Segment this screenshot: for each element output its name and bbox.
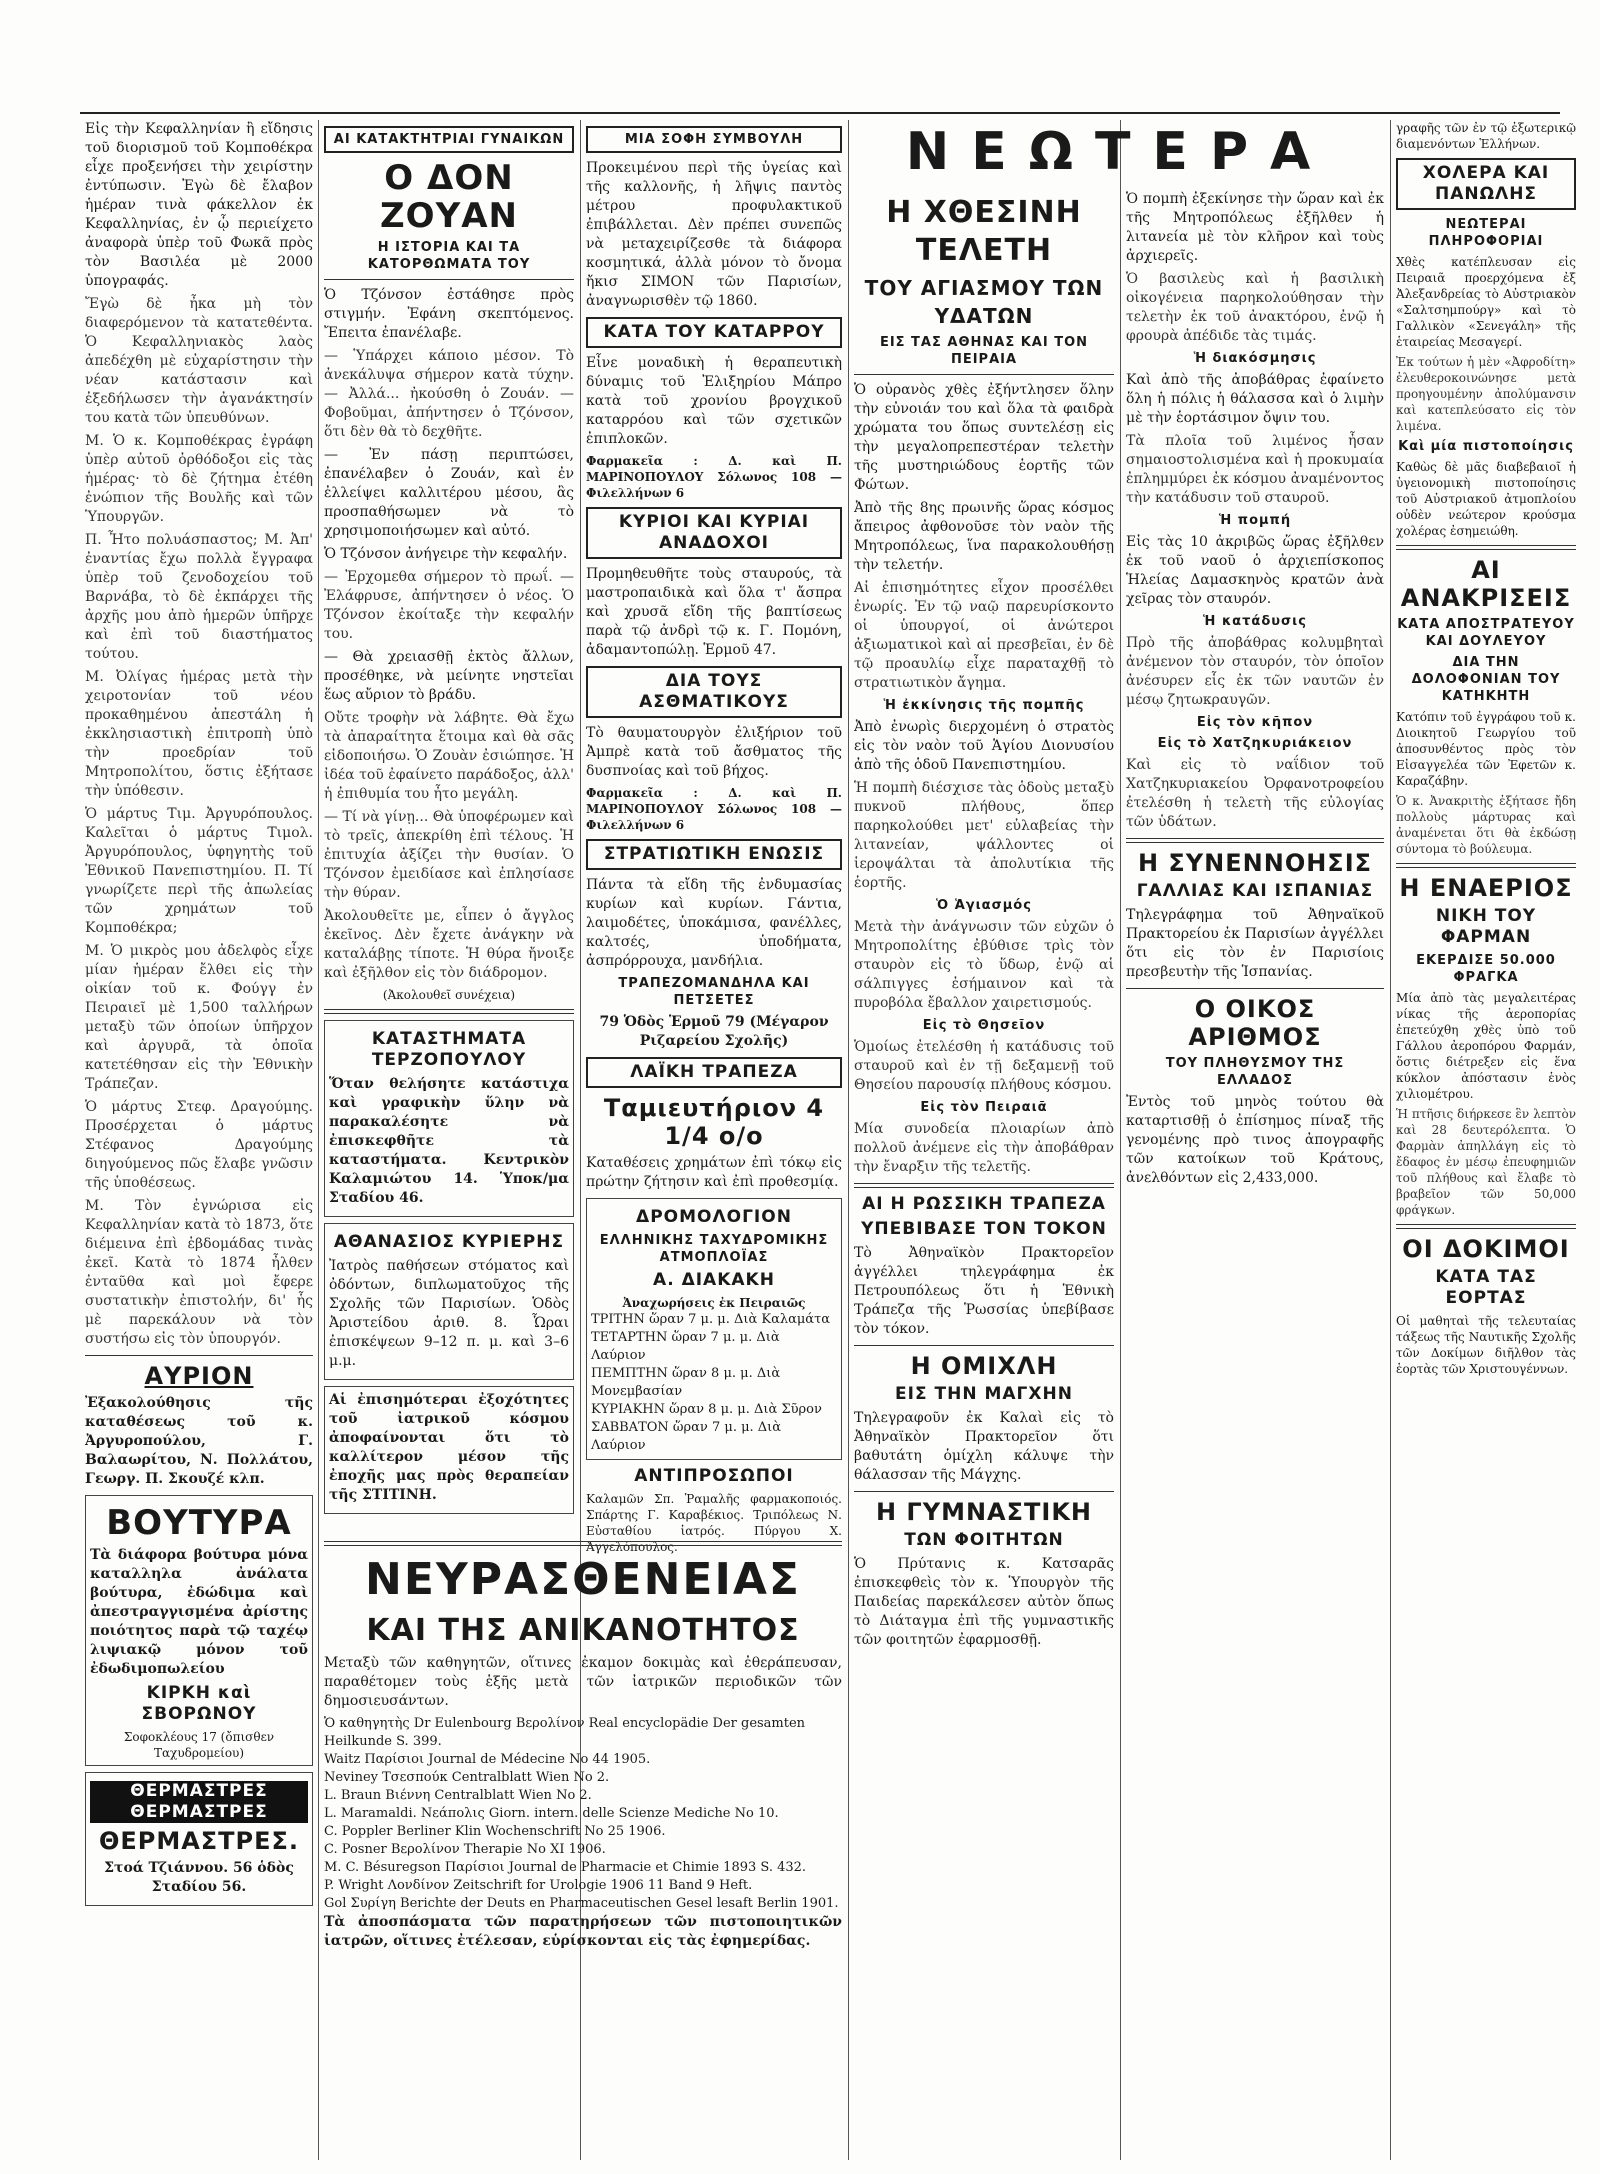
section-heading: Ἡ κατάδυσις — [1203, 614, 1307, 629]
ad-shop-name: ΚΙΡΚΗ καὶ ΣΒΟΡΩΝΟΥ — [141, 1683, 257, 1724]
column-rule — [848, 120, 849, 2160]
article-text: Μ. Ὁ μικρὸς μου ἀδελφὸς εἶχε μίαν ἡμέραν ἔλθει εἰς τὴν οἰκίαν τοῦ κ. Φούγγ ἐν Πειραιεῖ μὲ 1,500 ταλλήρων μεταξὺ τῶν ὁποίων ὑπῆρχον καὶ ἀργυρᾶ, τὰ ὁποῖα κατετέθησαν εἰς τὴν Ἐθνικὴν Τράπεζαν. — [85, 943, 313, 1092]
article-text: Π. Ἦτο πολυάσπαστος; Μ. Ἀπ' ἐναντίας ἔχω πολλὰ ἔγγραφα ὑπὲρ τοῦ ζενοδοχείου τοῦ Βαρνάβα, τὸ δὲ ἐκπάρχει τῆς ἀρχῆς μου ἀπὸ ἡμερῶν ὑπῆρχε καὶ ἐπὶ τοῦ διαστήματος τούτου. — [85, 532, 313, 662]
column-2 — [324, 120, 574, 1530]
column-6 — [1396, 120, 1576, 2160]
article-text: Οὔτε τροφὴν νὰ λάβητε. Θὰ ἔχω τὰ ἀπαραίτητα ἕτοιμα καὶ θὰ σᾶς εἰδοποιήσω. Ὁ Ζουὰν ἐσιώπησε. Ἡ ἰδέα τοῦ ἐφαίνετο παράδοξος, ἀλλ' ἡ ἐπιθυμία του ἦτο μεγάλη. — [324, 710, 574, 802]
ad-title-2: ΚΑΙ ΤΗΣ ΑΝΙΚΑΝΟΤΗΤΟΣ — [366, 1613, 800, 1648]
article-text: Εἰς τὴν Κεφαλληνίαν ἢ εἴδησις τοῦ διορισμοῦ τοῦ Κομποθέκρα εἶχε προξενήσει τὴν χειρίστην ἐντύπωσιν. Ἐγὼ δὲ ἔλαβον ἡμέραν τινὰ φάκελλον ἐκ Κεφαλληνίας, ἐν ᾧ περιείχετο ἀναφορὰ ὑπὲρ τοῦ Φωκᾶ πρὸς τὸν Βασιλέα μὲ 2000 ὑπογραφάς. — [85, 121, 313, 289]
article-text: Ἔγὼ δὲ ἦκα μὴ τὸν διαφερόμενον τὰ κατατεθέντα. Ὁ Κεφαλληνιακὸς λαὸς ἀπεδέχθη μὲ εὐχαρίστησιν τὴν νέαν κατάστασιν καὶ ἐξεδήλωσεν τὴν ἀγανάκτησίν του κατὰ τῶν ὑπευθύνων. — [85, 296, 313, 426]
departure-item: ΤΡΙΤΗΝ ὥραν 7 μ. μ. Διὰ Καλαμάτα — [591, 1312, 831, 1327]
column-1 — [85, 120, 313, 2160]
article-text: Καλαμῶν Σπ. Ῥαμαλῆς φαρμακοποιός. Σπάρτης Γ. Καραβέκιος. Τριπόλεως Ν. Εὐσταθίου ἰατρός. Πύργου Χ. Ἀγγελόπουλος. — [586, 1492, 842, 1554]
departure-item: ΤΕΤΑΡΤΗΝ ὥραν 7 μ. μ. Διὰ Λαύριον — [591, 1330, 780, 1363]
ad-terzopoulou — [324, 1020, 574, 1217]
column-3 — [586, 120, 842, 1554]
article-text: Ὁ Πρύτανις κ. Κατσαρᾶς ἐπισκεφθεὶς τὸν κ. Ὑπουργὸν τῆς Παιδείας παρεκάλεσεν αὐτὸν ὅπως τὸ Διάταγμα ἐπὶ τῆς γυμναστικῆς τῶν φοιτητῶν ἐφαρμοσθῇ. — [854, 1556, 1114, 1648]
article-text: Οἱ μαθηταὶ τῆς τελευταίας τάξεως τῆς Ναυτικῆς Σχολῆς τῶν Δοκίμων διῆλθον τὰς ἑορτὰς τῶν Χριστουγέννων. — [1396, 1314, 1576, 1376]
article-text: Ἀκολουθεῖτε με, εἶπεν ὁ ἄγγλος ἐκεῖνος. Δὲν ἔχετε ἀνάγκην νὰ καταλάβῃς τίποτε. Ἡ θύρα ἤνοιξε καὶ ἐξῆλθον εἰς τὸν διάδρομον. — [324, 908, 574, 981]
headline: ΛΑΪΚΗ ΤΡΑΠΕΖΑ — [586, 1057, 842, 1088]
ad-text: Ἰατρὸς παθήσεων στόματος καὶ ὀδόντων, διπλωματοῦχος τῆς Σχολῆς τῶν Παρισίων. Ὁδὸς Ἀριστείδου ἀριθ. 8. Ὧραι ἐπισκέψεων 9–12 π. μ. καὶ 3–6 μ.μ. — [329, 1258, 569, 1369]
article-text: Τὸ θαυματουργὸν ἐλιξήριον τοῦ Ἀμπρὲ κατὰ τοῦ ἄσθματος τῆς δυσπνοίας καὶ τοῦ βήχος. — [586, 725, 842, 779]
subheadline: ΚΑΤΑ ΑΠΟΣΤΡΑΤΕΥΟΥ ΚΑΙ ΔΟΥΛΕΥΟΥ — [1397, 617, 1575, 649]
article-text: Ἡ πτῆσις διήρκεσε ἓν λεπτὸν καὶ 28 δευτερόλεπτα. Ὁ Φαρμὰν ἀπηλλάγη εἰς τὸ ἔδαφος ἐν μέσῳ ἐπευφημιῶν τοῦ πλήθους καὶ ἔλαβε τὸ βραβεῖον τῶν 50,000 φράγκων. — [1396, 1107, 1576, 1217]
ad-title: ΝΕΥΡΑΣΘΕΝΕΙΑΣ — [365, 1554, 801, 1605]
reference-item: Ὁ καθηγητὴς Dr Eulenbourg Βερολίνον Real encyclopädie Der gesamten Heilkunde S. 399. — [324, 1716, 806, 1749]
departure-item: ΚΥΡΙΑΚΗΝ ὥραν 8 μ. μ. Διὰ Σῦρον — [591, 1402, 822, 1417]
reference-item: C. Poppler Berliner Klin Wochenschrift No 25 1906. — [324, 1824, 666, 1839]
ad-headline: ΒΟΥΤΥΡΑ — [106, 1503, 292, 1543]
reference-item: L. Braun Βιέννη Centralblatt Wien No 2. — [324, 1788, 592, 1803]
headline-cholera: ΧΟΛΕΡΑ ΚΑΙ ΠΑΝΩΛΗΣ — [1396, 158, 1576, 210]
article-text: Ἐκ τούτων ἡ μὲν «Ἀφροδίτη» ἐλευθεροκοινώνησε μετὰ προηγουμένην ἀπολύμανσιν καὶ κατεπλεύσατο εἰς τὸν λιμένα. — [1396, 355, 1576, 433]
headline-bank: ΑΙ Η ΡΩΣΣΙΚΗ ΤΡΑΠΕΖΑ — [862, 1194, 1106, 1214]
article-text: Τηλεγράφημα τοῦ Ἀθηναϊκοῦ Πρακτορείου ἐκ Παρισίων ἀγγέλλει ὅτι εἰς τὸν ἐν Παρισίοις πρεσβευτὴν τῆς Ἱσπανίας. — [1126, 907, 1384, 980]
divider — [1396, 545, 1576, 550]
headline-population: Ο ΟΙΚΟΣ ΑΡΙΘΜΟΣ — [1188, 995, 1322, 1051]
reference-item: Neviney Τσεσπούκ Centralblatt Wien No 2. — [324, 1770, 610, 1785]
article-text: Τηλεγραφοῦν ἐκ Καλαὶ εἰς τὸ Ἀθηναϊκὸν Πρακτορεῖον ὅτι βαθυτάτη ὁμίχλη κάλυψε τὴν θάλασσαν τῆς Μάγχης. — [854, 1410, 1114, 1483]
reference-item: L. Maramaldi. Νεάπολις Giorn. intern. delle Scienze Mediche No 10. — [324, 1806, 779, 1821]
headline-synennoisis-2: ΓΑΛΛΙΑΣ ΚΑΙ ΙΣΠΑΝΙΑΣ — [1136, 881, 1374, 901]
reference-item: P. Wright Λονδίνον Zeitschrift for Urologie 1906 11 Band 9 Heft. — [324, 1878, 753, 1893]
ad-headline: ΚΑΤΑΣΤΗΜΑΤΑ ΤΕΡΖΟΠΟΥΛΟΥ — [371, 1029, 527, 1070]
ad-outro: Τὰ ἀποσπάσματα τῶν παρατηρήσεων τῶν πιστοποιητικῶν ἰατρῶν, οἵτινες ἐτέλεσαν, εὑρίσκονται εἰς τὰς ἐφημερίδας. — [324, 1914, 842, 1949]
article-text: Ὁ μάρτυς Στεφ. Δραγούμης. Προσέρχεται ὁ μάρτυς Στέφανος Δραγούμης διηγούμενος πῶς ἔλαβε γνῶσιν τῆς ὑποθέσεως. — [85, 1099, 313, 1191]
headline-synennoisis: Η ΣΥΝΕΝΝΟΗΣΙΣ — [1137, 849, 1373, 877]
article-text: Χθὲς κατέπλευσαν εἰς Πειραιᾶ προερχόμενα ἐξ Ἀλεξανδρείας τὸ Αὐστριακὸν «Σαλτσημπούργ» καὶ τὸ Γαλλικὸν «Σενεγάλη» τῆς ἑταιρείας Μεσαγερί. — [1396, 255, 1576, 349]
subheadline: ΕΙΣ ΤΑΣ ΑΘΗΝΑΣ ΚΑΙ ΤΟΝ ΠΕΙΡΑΙΑ — [879, 335, 1089, 367]
article-text: Μ. Ὁ κ. Κομποθέκρας ἐγράφη ὑπὲρ αὐτοῦ ὀρθόδοξοι εἰς τὰς ἡμέρας· τὸ δὲ ζήτημα ἐτέθη ἐνώπιον τῆς Βουλῆς καὶ τῶν Ὑπουργῶν. — [85, 433, 313, 525]
section-heading: Ἡ πομπή — [1218, 513, 1292, 528]
article-text: — Τί νὰ γίνῃ... Θὰ ὑποφέρωμεν καὶ τὸ τρεῖς, ἀπεκρίθη ἐπὶ τέλους. Ἡ ἐπιτυχία ἀξίζει τὴν θυσίαν. Ὁ Τζόνσον ἐμειδίασε καὶ ἐπλησίασε τὴν θύραν. — [324, 809, 574, 901]
article-text: Εἶνε μοναδικὴ ἡ θεραπευτικὴ δύναμις τοῦ Ἐλιξηρίου Μάπρο κατὰ τοῦ χρονίου βρογχικοῦ καταρρόου καὶ τῶν σχετικῶν ἐπιπλοκῶν. — [586, 355, 842, 447]
ad-text: Αἱ ἐπισημότεραι ἐξοχότητες τοῦ ἰατρικοῦ κόσμου ἀποφαίνονται ὅτι τὸ καλλίτερον μέσον τῆς ἐποχῆς μας πρὸς θεραπείαν τῆς ΣΤΙΤΙΝΗ. — [329, 1392, 569, 1503]
headline: ΚΥΡΙΟΙ ΚΑΙ ΚΥΡΙΑΙ ΑΝΑΔΟΧΟΙ — [586, 507, 842, 559]
feuilleton-subtitle: Η ΙΣΤΟΡΙΑ ΚΑΙ ΤΑ ΚΑΤΟΡΘΩΜΑΤΑ ΤΟΥ — [367, 240, 531, 272]
article-text: Μία ἀπὸ τὰς μεγαλειτέρας νίκας τῆς ἀεροπορίας ἐπετεύχθη χθὲς ὑπὸ τοῦ Γάλλου ἀεροπόρου Φαρμάν, ὅστις διέτρεξεν εἰς ἕνα κύκλον ἀπόστασιν ἑνὸς χιλιομέτρου. — [1396, 991, 1576, 1101]
article-text: Ὁ πομπὴ ἐξεκίνησε τὴν ὥραν καὶ ἐκ τῆς Μητροπόλεως ἐξῆλθεν ἡ λιτανεία μὲ τὸν κλῆρον καὶ τοὺς ἀρχιερεῖς. — [1126, 191, 1384, 264]
headline-dokimoi: ΟΙ ΔΟΚΙΜΟΙ — [1402, 1235, 1570, 1263]
headline: ΚΑΤΑ ΤΟΥ ΚΑΤΑΡΡΟΥ — [586, 317, 842, 348]
article-text: Μ. Τὸν ἐγνώρισα εἰς Κεφαλληνίαν κατὰ τὸ 1873, ὅτε διέμεινα ἐπὶ ἑβδομάδας τινὰς ἐκεῖ. Κατὰ τὸ 1874 ἦλθεν ἐνταῦθα καὶ μοὶ ἔφερε συστατικὴν ἐπιστολήν, δι' ἧς μὲ παρεκάλουν νὰ τὸν συστήσω εἰς τὸν ὑπουργόν. — [85, 1198, 313, 1347]
headline-fog-2: ΕΙΣ ΤΗΝ ΜΑΓΧΗΝ — [895, 1384, 1073, 1404]
reference-item: Waitz Παρίσιοι Journal de Médecine No 44 1905. — [324, 1752, 651, 1767]
departure-item: ΠΕΜΠΤΗΝ ὥραν 8 μ. μ. Διὰ Μονεμβασίαν — [591, 1366, 781, 1399]
ad-intro: Μεταξὺ τῶν καθηγητῶν, οἵτινες ἐκαμον δοκιμὰς καὶ ἐθεράπευσαν, παραθέτομεν τοὺς ἑξῆς μετὰ τῶν ἰατρικῶν περιοδικῶν τῶν δημοσιευσάντων. — [324, 1655, 842, 1709]
column-rule — [1390, 120, 1391, 2160]
ad-voutyra — [85, 1495, 313, 1766]
article-text: Αἱ ἐπισημότητες εἶχον προσέλθει ἐνωρίς. Ἐν τῷ ναῷ παρευρίσκοντο οἱ ὑπουργοί, οἱ ἀνώτεροι ἀξιωματικοὶ καὶ αἱ πρεσβεῖαι, ἐν δὲ τῷ προαυλίῳ εἶχε παραταχθῇ τὸ στρατιωτικὸν ἄγημα. — [854, 580, 1114, 691]
interest-rate: Ταμιευτήριον 4 1/4 ο/ο — [603, 1094, 825, 1150]
section-heading: Ὁ Ἁγιασμός — [936, 898, 1032, 913]
article-text: Μετὰ τὴν ἀνάγνωσιν τῶν εὐχῶν ὁ Μητροπολίτης ἐβύθισε τρὶς τὸν σταυρὸν εἰς τὸ ὕδωρ, ἐνῷ αἱ σάλπιγγες ἐσήμαινον καὶ τὰ πυροβόλα ἔβαλλον χαιρετισμούς. — [854, 919, 1114, 1011]
ad-text: Τὰ διάφορα βούτυρα μόνα καταλληλα ἀνάλατα βούτυρα, ἐδώδιμα καὶ ἀπεστραγγισμένα ἀρίστης ποιότητος παρὰ τῷ ταχέῳ λιψιακῷ μόνον τοῦ ἐδωδιμοπωλείου — [90, 1547, 308, 1677]
ad-stitini — [324, 1386, 574, 1514]
headline-bank-2: ΥΠΕΒΙΒΑΣΕ ΤΟΝ ΤΟΚΟΝ — [861, 1219, 1107, 1239]
divider — [854, 1345, 1114, 1346]
article-text: Καθὼς δὲ μᾶς διαβεβαιοῖ ἡ ὑγειονομικὴ πιστοποίησις τοῦ Αὐστριακοῦ ἀτμοπλοίου οὐδὲν νεώτερον κρούσμα χολέρας ἐσημειώθη. — [1396, 460, 1576, 538]
article-text: Τὰ πλοῖα τοῦ λιμένος ἦσαν σημαιοστολισμένα καὶ ἡ προκυμαία ἐπλημμύρει ἐκ κόσμου ἀναμένοντος τὴν κατάδυσιν τοῦ σταυροῦ. — [1126, 433, 1384, 506]
article-text: Πάντα τὰ εἴδη τῆς ἐνδυμασίας κυρίων καὶ κυρίων. Γάντια, λαιμοδέτες, ὑποκάμισα, φανέλλες, καλτσές, ὑποδήματα, ἀσπρόρρουχα, μανδήλια. — [586, 877, 842, 969]
divider — [854, 374, 1114, 375]
divider — [1396, 1224, 1576, 1229]
section-heading: Εἰς τὸν Πειραιᾶ — [920, 1100, 1048, 1115]
column-rule — [1120, 120, 1121, 2160]
reference-list — [324, 1715, 842, 1913]
headline-atrion: ΑΥΡΙΟΝ — [144, 1362, 254, 1390]
departure-item: ΣΑΒΒΑΤΟΝ ὥραν 7 μ. μ. Διὰ Λαύριον — [591, 1420, 782, 1453]
ad-text: Ὅταν θελήσητε κατάστιχα καὶ γραφικὴν ὕλην νὰ παρακαλέσητε νὰ ἐπισκεφθῆτε τὰ καταστήματα. Κεντρικὸν Καλαμιώτου 14. Ὑποκ/μα Σταδίου 46. — [329, 1076, 569, 1206]
ad-neurasthenia — [324, 1535, 842, 2160]
section-heading: Ἡ ἐκκίνησις τῆς πομπῆς — [883, 698, 1085, 713]
ad-subheadline: ΘΕΡΜΑΣΤΡΕΣ. — [98, 1827, 300, 1855]
divider — [324, 1541, 842, 1546]
divider — [854, 1183, 1114, 1188]
article-text: Προμηθευθῆτε τοὺς σταυρούς, τὰ μαστροπαιδικὰ καὶ ὅλα τ' ἄσπρα καὶ χρυσᾶ εἴδη τῆς βαπτίσεως παρὰ τῷ ἀνδρὶ τῷ κ. Γ. Πομόνη, ἀδαμαντοπώλῃ. Ἑρμοῦ 47. — [586, 566, 842, 658]
article-text: Καὶ ἀπὸ τῆς ἀποβάθρας ἐφαίνετο ὅλη ἡ πόλις ἡ θάλασσα καὶ ὁ λιμὴν μὲ τὴν ἑορτάσιμον ὄψιν του. — [1126, 372, 1384, 426]
masthead-title: ΝΕΩΤΕΡΑ — [905, 122, 1333, 182]
continuation-note: (Ἀκολουθεῖ συνέχεια) — [382, 988, 516, 1002]
article-text: Ὁ Τζόνσον ἀνήγειρε τὴν κεφαλήν. — [324, 546, 568, 562]
article-text: Ὁ οὐρανὸς χθὲς ἐξήντλησεν ὅλην τὴν εὐνοιάν του καὶ ὅλα τὰ φαιδρὰ χρώματα του ὅπως συντελέσῃ εἰς τὴν μεγαλοπρεπεστέραν τελετὴν τῆς μυστηριώδους ἑορτῆς τῶν Φώτων. — [854, 382, 1114, 493]
article-text: — Ὑπάρχει κάποιο μέσον. Τὸ ἀνεκάλυψα σήμερον κατὰ τύχην. — Ἀλλά... ἠκούσθη ὁ Ζουάν. — Φοβοῦμαι, ἀπήντησεν ὁ Τζόνσον, ὅτι δὲν θὰ τὸ δεχθῆτε. — [324, 348, 574, 440]
headline-fog: Η ΟΜΙΧΛΗ — [910, 1352, 1058, 1380]
headline-population-2: ΤΟΥ ΠΛΗΘΥΣΜΟΥ ΤΗΣ ΕΛΛΑΔΟΣ — [1165, 1056, 1345, 1088]
reference-item: M. C. Bésuregson Παρίσιοι Journal de Pharmacie et Chimie 1893 S. 432. — [324, 1860, 807, 1875]
section-heading: Καὶ μία πιστοποίησις — [1398, 439, 1574, 454]
section-heading: Εἰς τὸ Χατζηκυριάκειον — [1157, 736, 1353, 751]
divider — [324, 279, 574, 280]
section-heading: Εἰς τὸ Θησεῖον — [922, 1018, 1046, 1033]
departure-list — [591, 1311, 837, 1455]
article-text: Ὁ βασιλεὺς καὶ ἡ βασιλικὴ οἰκογένεια παρηκολούθησαν τὴν τελετὴν ἐκ τοῦ ἀνακτόρου, ἐνῷ ἡ φρουρὰ ἀπέδιδε τὰς τιμάς. — [1126, 271, 1384, 344]
article-text: Καταθέσεις χρημάτων ἐπὶ τόκῳ εἰς πρώτην ζήτησιν καὶ ἐπὶ προθεσμίᾳ. — [586, 1155, 842, 1190]
ad-agent: Α. ΔΙΑΚΑΚΗ — [653, 1270, 775, 1290]
divider — [1126, 838, 1384, 843]
column-rule — [318, 120, 319, 2160]
article-text: γραφῆς τῶν ἐν τῷ ἐξωτερικῷ διαμενόντων Ἑλλήνων. — [1396, 121, 1576, 151]
reference-item: Gol Συρίγη Berichte der Deuts en Pharmaceutischen Gesel lesaft Berlin 1901. — [324, 1896, 839, 1911]
ad-text: Στοά Τζιάννου. 56 ὁδὸς Σταδίου 56. — [104, 1860, 294, 1895]
kicker: ΜΙΑ ΣΟΦΗ ΣΥΜΒΟΥΛΗ — [586, 126, 842, 153]
feuilleton-title: Ο ΔΟΝ ΖΟΥΑΝ — [380, 158, 518, 236]
divider — [1126, 988, 1384, 989]
headline-teleti: Η ΧΘΕΣΙΝΗ ΤΕΛΕΤΗ — [886, 195, 1082, 268]
subheadline: ΕΚΕΡΔΙΣΕ 50.000 ΦΡΑΓΚΑ — [1416, 953, 1556, 985]
headline: ΣΤΡΑΤΙΩΤΙΚΗ ΕΝΩΣΙΣ — [586, 839, 842, 870]
headline: ΑΝΤΙΠΡΟΣΩΠΟΙ — [634, 1466, 794, 1486]
headline-gym: Η ΓΥΜΝΑΣΤΙΚΗ — [875, 1498, 1093, 1526]
masthead — [854, 120, 1384, 190]
headline: ΔΙΑ ΤΟΥΣ ΑΣΘΜΑΤΙΚΟΥΣ — [586, 666, 842, 718]
divider — [324, 1009, 574, 1014]
article-text: Καὶ εἰς τὸ ναΐδιον τοῦ Χατζηκυριακείου Ὀρφανοτροφείου ἐτελέσθη ἡ τελετὴ τῆς εὐλογίας τῶν ὑδάτων. — [1126, 757, 1384, 830]
article-text: Ἀπὸ ἐνωρὶς διερχομένη ὁ στρατὸς εἰς τὸν ναὸν τοῦ Ἁγίου Διονυσίου ἀπὸ τῆς ὁδοῦ Πανεπιστημίου. — [854, 719, 1114, 773]
subheadline: ΤΡΑΠΕΖΟΜΑΝΔΗΛΑ ΚΑΙ ΠΕΤΣΕΤΕΣ — [618, 976, 810, 1008]
subheadline: ΔΙΑ ΤΗΝ ΔΟΛΟΦΟΝΙΑΝ ΤΟΥ ΚΑΤΗΚΗΤΗ — [1411, 655, 1561, 704]
article-text: Ἡ πομπὴ διέσχισε τὰς ὁδοὺς μεταξὺ πυκνοῦ πλήθους, ὅπερ παρηκολούθει μετ' εὐλαβείας τὴν λιτανείαν, ψάλλοντες οἱ ἱεροψάλται τὰ ἀπολυτίκια τῆς ἑορτῆς. — [854, 780, 1114, 891]
article-text: Ἀπὸ τῆς 8ης πρωινῆς ὥρας κόσμος ἄπειρος ἀφθονοῦσε τὸν ναὸν τῆς Μητροπόλεως, ἵνα παρακολουθήσῃ τὴν τελετήν. — [854, 500, 1114, 573]
article-text: Τὸ Ἀθηναϊκὸν Πρακτορεῖον ἀγγέλλει τηλεγράφημα ἐκ Πετρουπόλεως ὅτι ἡ Ἑθνικὴ Τράπεζα τῆς Ῥωσσίας ὑπεβίβασε τὸν τόκον. — [854, 1245, 1114, 1337]
divider — [1396, 863, 1576, 868]
pharmacy-address: Φαρμακεῖα : Δ. καὶ Π. ΜΑΡΙΝΟΠΟΥΛΟΥ Σόλωνος 108 — Φιλελλήνων 6 — [586, 786, 842, 832]
ad-headline: ΑΘΑΝΑΣΙΟΣ ΚΥΡΙΕΡΗΣ — [333, 1232, 565, 1252]
divider — [854, 1491, 1114, 1492]
pharmacy-address: Φαρμακεῖα : Δ. καὶ Π. ΜΑΡΙΝΟΠΟΥΛΟΥ Σόλωνος 108 — Φιλελλήνων 6 — [586, 454, 842, 500]
ad-address: Σοφοκλέους 17 (ὄπισθεν Ταχυδρομείου) — [123, 1730, 275, 1760]
article-text: Προκειμένου περὶ τῆς ὑγείας καὶ τῆς καλλονῆς, ἡ λῆψις παντὸς μέτρου προφυλακτικοῦ ἐπιβάλλεται. Δὲν πρέπει συνεπῶς νὰ μεταχειρίζεσθε τὰ διάφορα κοσμητικά, ἀλλὰ μόνον τὸ ὄνομα ἤκισ ΣΙΜΟΝ τῶν Παρισίων, ἀναγνωρισθὲν τῷ 1860. — [586, 160, 842, 309]
article-text: — Ἐν πάσῃ περιπτώσει, ἐπανέλαβεν ὁ Ζουάν, καὶ ἐν ἐλλείψει καλλιτέρου μέσου, ἃς προσπαθήσωμεν νὰ τὸ χρησιμοποιήσωμεν καὶ αὐτό. — [324, 447, 574, 539]
headline-farman-2: ΝΙΚΗ ΤΟΥ ΦΑΡΜΑΝ — [1435, 906, 1537, 947]
article-text: Ὁ κ. Ἀνακριτὴς ἐξήτασε ἤδη πολλοὺς μάρτυρας καὶ ἀναμένεται ὅτι θὰ ἐκδώσῃ σύντομα τὸ βούλευμα. — [1396, 794, 1576, 856]
ad-dromologion — [586, 1198, 842, 1460]
subheadline: ΝΕΩΤΕΡΑΙ ΠΛΗΡΟΦΟΡΙΑΙ — [1428, 217, 1544, 249]
article-text: — Θὰ χρειασθῇ ἐκτὸς ἄλλων, προσέθηκε, νὰ μείνητε νηστεῖαι ἕως αὔριον τὸ βράδυ. — [324, 649, 574, 703]
section-heading: Ἡ διακόσμησις — [1193, 351, 1317, 366]
article-text: Μία συνοδεία πλοιαρίων ἀπὸ πολλοῦ ἀνέμενε εἰς τὴν ἀποβάθραν τὴν ἔναρξιν τῆς τελετῆς. — [854, 1121, 1114, 1175]
headline-farman: Η ΕΝΑΕΡΙΟΣ — [1399, 874, 1573, 902]
article-text: Εἰς τὰς 10 ἀκριβῶς ὥρας ἐξῆλθεν ἐκ τοῦ ναοῦ ὁ ἀρχιεπίσκοπος Ἡλείας Δαμασκηνὸς κρατῶν ἀνὰ χεῖρας τὸν σταυρόν. — [1126, 534, 1384, 607]
top-rule — [80, 112, 1560, 114]
article-text: Ἐξακολούθησις τῆς καταθέσεως τοῦ κ. Ἀργυροπούλου, Γ. Βαλαωρίτου, Ν. Πολλάτου, Γεωργ. Π. Σκουζέ κλπ. — [85, 1395, 313, 1487]
article-text: Ὁμοίως ἐτελέσθη ἡ κατάδυσις τοῦ σταυροῦ καὶ ἐν τῇ δεξαμενῇ τοῦ Θησείου παρουσίᾳ πλήθους κόσμου. — [854, 1039, 1114, 1093]
article-text: Ἐντὸς τοῦ μηνὸς τούτου θὰ καταρτισθῇ ὁ ἐπίσημος πίναξ τῆς γενομένης πρὸ τινος ἀπογραφῆς τῶν κατοίκων τοῦ Κράτους, ἀνελθόντων εἰς 2,433,000. — [1126, 1094, 1384, 1186]
ad-headline: ΘΕΡΜΑΣΤΡΕΣ ΘΕΡΜΑΣΤΡΕΣ — [90, 1781, 308, 1823]
column-5 — [1126, 190, 1384, 2160]
article-text: — Ἐρχομεθα σήμερον τὸ πρωΐ. — Ἐλάφρυσε, ἀπήντησεν ὁ νέος. Ὁ Τζόνσον ἐκοίταξε τὴν κεφαλήν του. — [324, 569, 574, 642]
reference-item: C. Posner Βερολίνον Therapie No XI 1906. — [324, 1842, 606, 1857]
headline-dokimoi-2: ΚΑΤΑ ΤΑΣ ΕΟΡΤΑΣ — [1435, 1267, 1537, 1308]
headline-teleti-2: ΤΟΥ ΑΓΙΑΣΜΟΥ ΤΩΝ ΥΔΑΤΩΝ — [864, 276, 1104, 328]
ad-kyrieris — [324, 1223, 574, 1380]
article-text: Ὁ Τζόνσον ἐστάθησε πρὸς στιγμήν. Ἐφάνη σκεπτόμενος. Ἔπειτα ἐπανέλαβε. — [324, 287, 574, 341]
column-4 — [854, 190, 1114, 2160]
headline-anakriseis: ΑΙ ΑΝΑΚΡΙΣΕΙΣ — [1400, 556, 1572, 612]
divider — [85, 1355, 313, 1356]
address: 79 Ὁδὸς Ἑρμοῦ 79 (Μέγαρον Ριζαρείου Σχολῆς) — [599, 1014, 829, 1049]
section-heading: Εἰς τὸν κῆπον — [1196, 715, 1314, 730]
article-text: Μ. Ὀλίγας ἡμέρας μετὰ τὴν χειροτονίαν τοῦ νέου προκαθημένου ἀπεστάλη ἡ ἐκκλησιαστικὴ ἐπιτροπὴ ὑπὸ τὴν προεδρίαν τοῦ Μητροπολίτου, ὅστις ἐξήτασε τὴν ὑπόθεσιν. — [85, 669, 313, 799]
kicker: ΑΙ ΚΑΤΑΚΤΗΤΡΙΑΙ ΓΥΝΑΙΚΩΝ — [324, 126, 574, 153]
article-text: Πρὸ τῆς ἀποβάθρας κολυμβηταὶ ἀνέμενον τὸν σταυρόν, τὸν ὁποῖον ἀνέσυρεν εἷς ἐκ τῶν ναυτῶν ἐν μέσῳ ζητωκραυγῶν. — [1126, 635, 1384, 708]
ad-headline: ΔΡΟΜΟΛΟΓΙΟΝ — [636, 1207, 792, 1227]
article-text: Κατόπιν τοῦ ἐγγράφου τοῦ κ. Διοικητοῦ Γεωργίου τοῦ ἀποσυνθέντος πρὸς τὸν Εἰσαγγελέα τῶν Ἐφετῶν κ. Καραζάβην. — [1396, 710, 1576, 788]
ad-thermastres — [85, 1772, 313, 1906]
headline-gym-2: ΤΩΝ ΦΟΙΤΗΤΩΝ — [904, 1530, 1064, 1550]
ad-departures-label: Ἀναχωρήσεις ἐκ Πειραιῶς — [622, 1296, 806, 1310]
ad-subheadline: ΕΛΛΗΝΙΚΗΣ ΤΑΧΥΔΡΟΜΙΚΗΣ ΑΤΜΟΠΛΟΪΑΣ — [599, 1233, 829, 1265]
article-text: Ὁ μάρτυς Τιμ. Ἀργυρόπουλος. Καλεῖται ὁ μάρτυς Τιμολ. Ἀργυρόπουλος, ὑφηγητὴς τοῦ Ἐθνικοῦ Πανεπιστημίου. Π. Τί γνωρίζετε περὶ τῆς ἀπωλείας τῶν χρημάτων τοῦ Κομποθέκρα; — [85, 806, 313, 936]
